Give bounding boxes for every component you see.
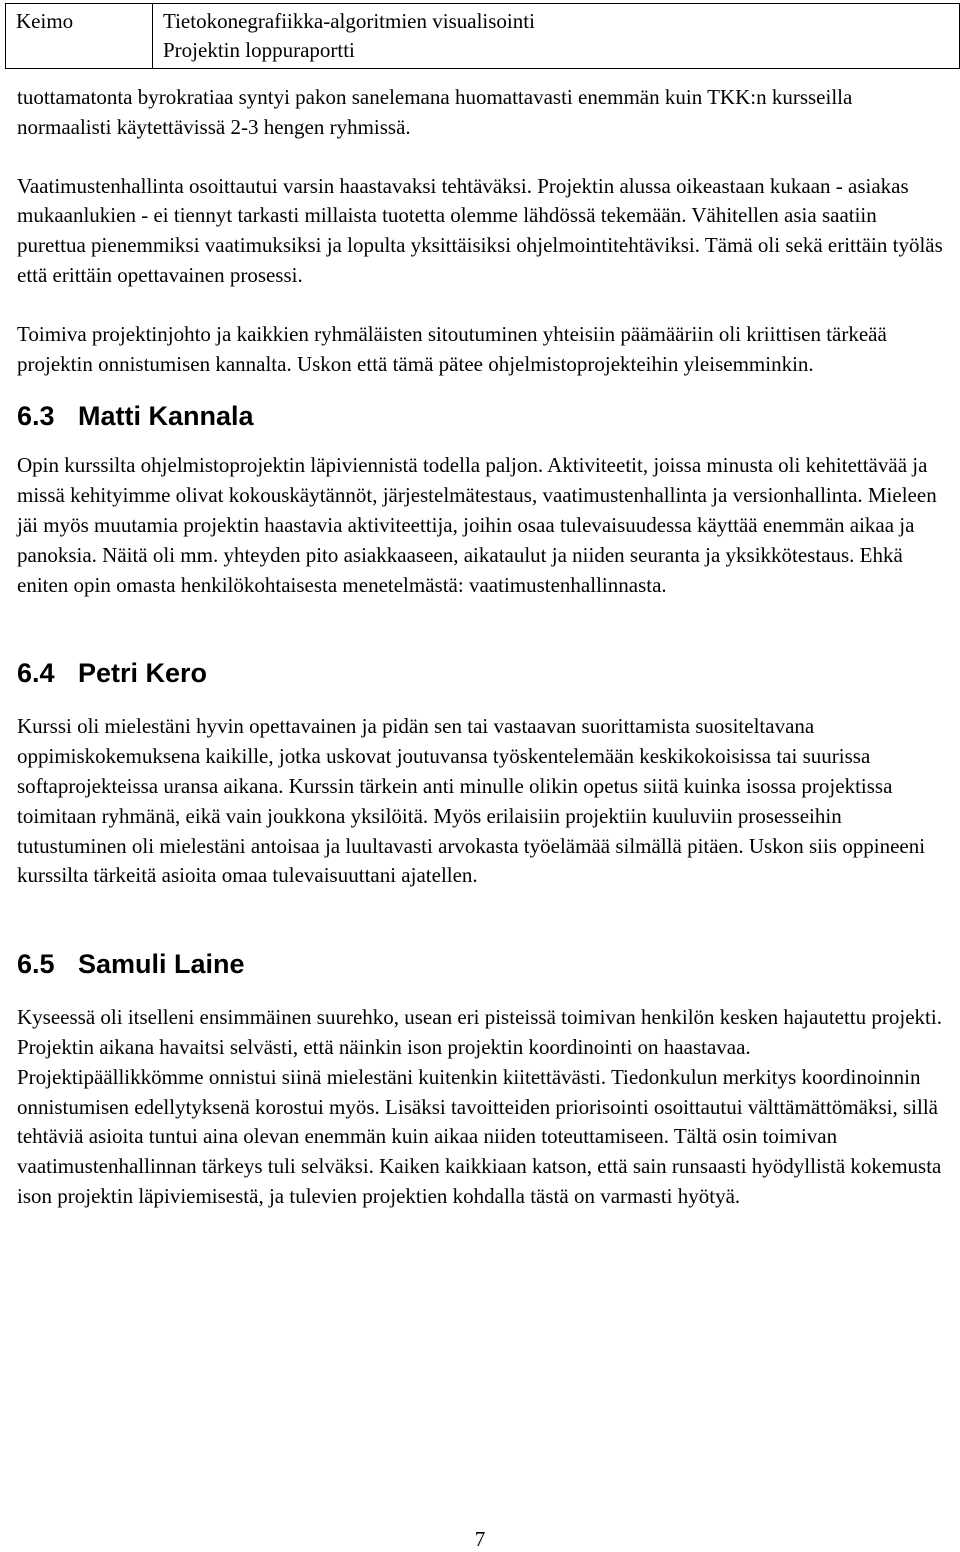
document-header [5,3,960,69]
section-number: 6.3 [17,401,55,432]
page-number: 7 [474,1527,486,1551]
section-title: Petri Kero [78,658,208,689]
paragraph-continued: tuottamatonta byrokratiaa syntyi pakon sanelemana huomattavasti enemmän kuin TKK:n kursseilla normaalisti käytettävissä 2-3 hengen ryhmissä. [17,85,853,139]
section-title: Matti Kannala [78,401,254,432]
header-left-cell [6,4,153,69]
project-name: Keimo [16,9,74,33]
section-heading-6-4 [17,656,947,690]
header-right-cell [153,4,960,69]
document-subtitle: Projektin loppuraportti [163,38,355,62]
section-heading-6-5 [17,947,947,981]
section-number: 6.5 [17,949,55,980]
paragraph-management: Toimiva projektinjohto ja kaikkien ryhmäläisten sitoutuminen yhteisiin päämääriin oli kriittisen tärkeää projektin onnistumisen kannalta. Uskon että tämä pätee ohjelmistoprojekteihin yleisemminkin. [17,321,887,376]
section-number: 6.4 [17,658,55,689]
page-body [17,83,947,1212]
section-text-6-5: Kyseessä oli itselleni ensimmäinen suurehko, usean eri pisteissä toimivan henkilön kesken hajautettu projekti. Projektin aikana havaitsi selvästi, että näinkin ison projektin koordinointi on haastavaa. Projektipäällikkömme onnistui siinä mielestäni kuitenkin kiitettävästi. Tiedonkulun merkitys koordinoinnin onnistumisen edellytyksenä korostui myös. Lisäksi tavoitteiden priorisointi osoittautui välttämättömäksi, sillä tehtäviä asioita tuntui aina olevan enemmän kuin aikaa niiden toteuttamiseen. Tältä osin toimivan vaatimustenhallinnan tärkeys tuli selväksi. Kaiken kaikkiaan katson, että sain runsaasti hyödyllistä kokemusta ison projektin läpiviemisestä, ja tulevien projektien kohdalla tästä on varmasti hyötyä. [17,1005,942,1208]
section-heading-6-3 [17,399,947,433]
section-text-6-3: Opin kurssilta ohjelmistoprojektin läpiviennistä todella paljon. Aktiviteetit, joissa minusta oli kehitettävää ja missä kehityimme olivat kokouskäytännöt, järjestelmätestaus, vaatimustenhallinta ja versionhallinta. Mieleen jäi myös muutamia projektin haastavia aktiviteettija, joihin osaa tulevaisuudessa käyttää enemmän aikaa ja panoksia. Näitä oli mm. yhteyden pito asiakkaaseen, aikataulut ja niiden seuranta ja yksikkötestaus. Ehkä eniten opin omasta henkilökohtaisesta menetelmästä: vaatimustenhallinnasta. [17,453,937,597]
section-title: Samuli Laine [78,949,245,980]
paragraph-requirements: Vaatimustenhallinta osoittautui varsin haastavaksi tehtäväksi. Projektin alussa oikeastaan kukaan - asiakas mukaanlukien - ei tiennyt tarkasti millaista tuotetta olemme lähdössä tekemään. Vähitellen asia saatiin purettua pienemmiksi vaatimuksiksi ja lopulta yksittäisiksi ohjelmointitehtäviksi. Tämä oli sekä erittäin työläs että erittäin opettavainen prosessi. [17,173,943,287]
section-text-6-4: Kurssi oli mielestäni hyvin opettavainen ja pidän sen tai vastaavan suorittamista suositeltavana oppimiskokemuksena kaikille, jotka uskovat joutuvansa työskentelemään keskikokoisissa tai suurissa softaprojekteissa uransa aikana. Kurssin tärkein anti minulle olikin opetus siitä kuinka isossa projektissa toimitaan ryhmänä, eikä vain joukkona yksilöitä. Myös erilaisiin projektiin kuuluviin prosesseihin tutustuminen oli mielestäni antoisaa ja luultavasti arvokasta työelämää silmällä pitäen. Uskon siis oppineeni kurssilta tärkeitä asioita omaa tulevaisuuttani ajatellen. [17,714,926,888]
document-title: Tietokonegrafiikka-algoritmien visualisointi [163,9,535,33]
